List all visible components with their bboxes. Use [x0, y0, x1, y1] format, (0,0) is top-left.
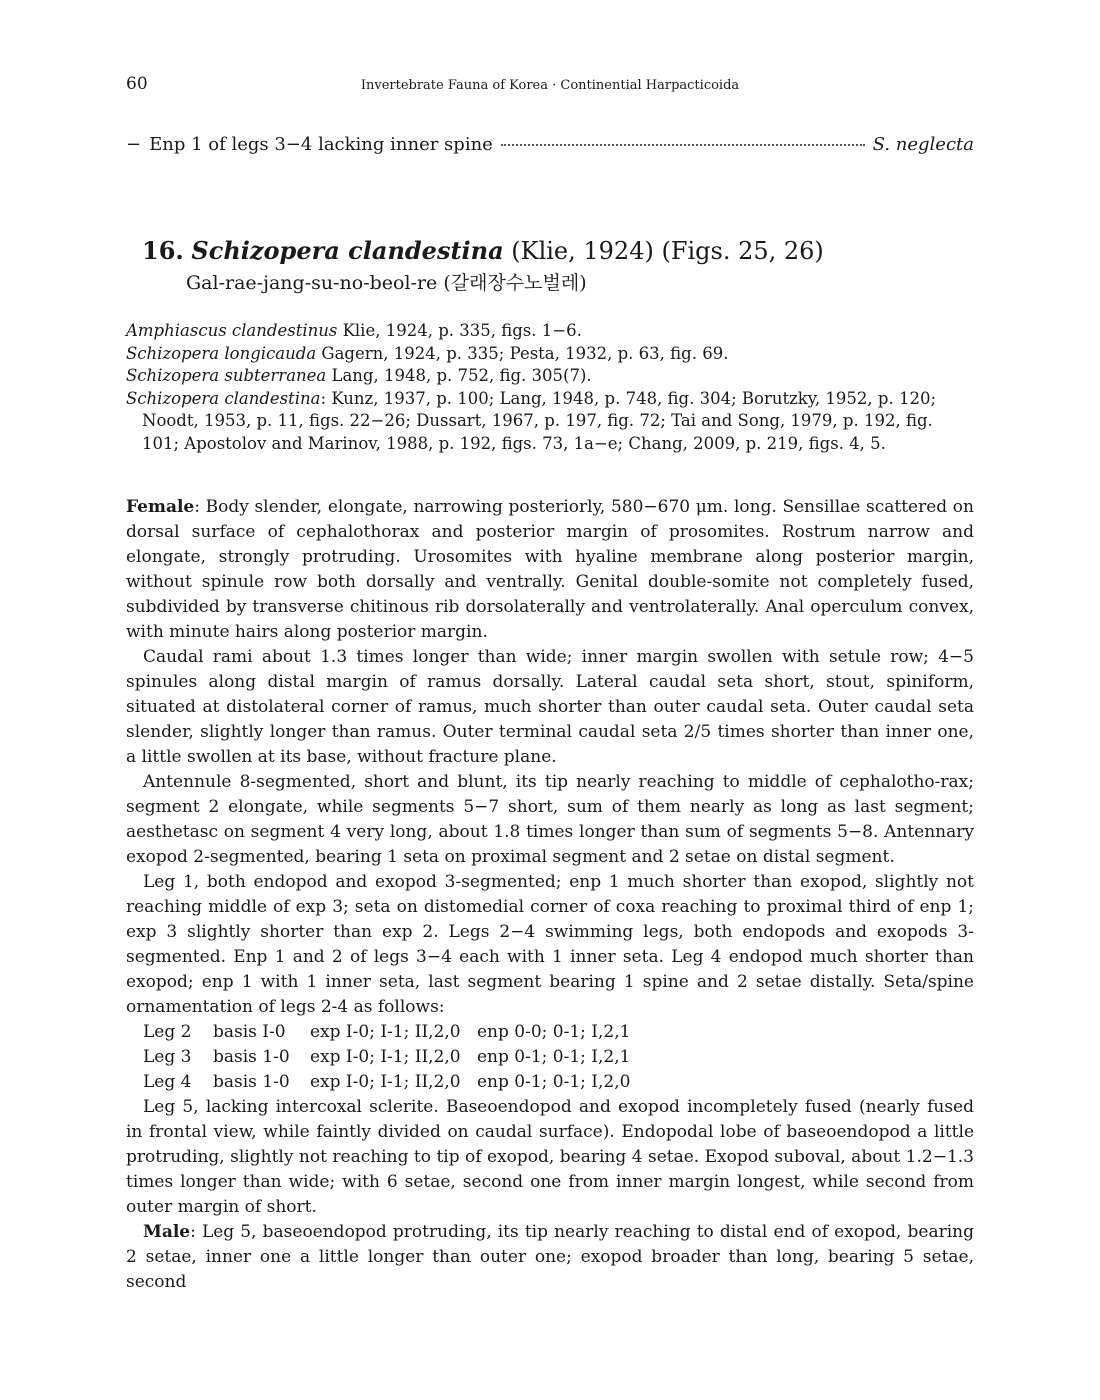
key-dash: − [126, 134, 142, 155]
synonym-name: Schizopera clandestina [126, 388, 321, 408]
dotted-leader [501, 144, 865, 146]
leg-formula-row [126, 1020, 974, 1045]
antennule-paragraph: Antennule 8-segmented, short and blunt, its tip nearly reaching to middle of cephalotho-rax; segment 2 elongate, while segments 5−7 short, sum of them nearly as long as last segment; aesthetasc on segment 4 very long, about 1.8 times longer than sum of segments 5−8. Antennary exopod 2-segmented, bearing 1 seta on proximal segment and 2 setae on distal segment. [126, 772, 974, 867]
page-number: 60 [126, 74, 148, 94]
synonym-citation: Klie, 1924, p. 335, figs. 1−6. [337, 321, 582, 340]
formula-endopod: enp 0-1; 0-1; I,2,1 [477, 1047, 631, 1067]
caudal-rami-paragraph: Caudal rami about 1.3 times longer than wide; inner margin swollen with setule row; 4−5 spinules along distal margin of ramus dorsally. Lateral caudal seta short, stout, spiniform, situated at distolateral corner of ramus, much shorter than outer caudal seta. Outer caudal seta slender, slightly longer than ramus. Outer terminal caudal seta 2/5 times shorter than inner one, a little swollen at its base, without fracture plane. [126, 647, 974, 767]
synonym-citation: : Kunz, 1937, p. 100; Lang, 1948, p. 748, fig. 304; Borutzky, 1952, p. 120; Noodt, 1953, p. 11, figs. 22−26; Dussart, 1967, p. 197, fig. 72; Tai and Song, 1979, p. 192, fig. 101; Apostolov and Marinov, 1988, p. 192, figs. 73, 1a−e; Chang, 2009, p. 219, figs. 4, 5. [142, 388, 937, 453]
formula-basis: basis 1-0 [213, 1047, 290, 1067]
female-text: : Body slender, elongate, narrowing posteriorly, 580−670 μm. long. Sensillae scattered on dorsal surface of cephalothorax and posterior margin of prosomites. Rostrum narrow and elongate, strongly protruding. Urosomites with hyaline membrane along posterior margin, without spinule row both dorsally and ventrally. Genital double-somite not completely fused, subdivided by transverse chitinous rib dorsolaterally and ventrolaterally. Anal operculum convex, with minute hairs along posterior margin. [126, 497, 974, 642]
description-body [126, 495, 974, 1295]
synonym-name: Schizopera longicauda [126, 343, 317, 363]
leg-formula-row [126, 1070, 974, 1095]
korean-common-name: Gal-rae-jang-su-no-beol-re (갈래장수노벌레) [186, 272, 587, 294]
page-header [126, 74, 974, 98]
synonym-citation: Gagern, 1924, p. 335; Pesta, 1932, p. 63, fig. 69. [316, 343, 729, 363]
synonym-entry [126, 365, 974, 388]
formula-basis: basis I-0 [213, 1022, 286, 1042]
formula-leg: Leg 2 [143, 1022, 192, 1042]
key-taxon: S. neglecta [872, 134, 974, 155]
synonym-entry [126, 320, 974, 343]
female-label: Female [126, 497, 195, 517]
leg5-paragraph: Leg 5, lacking intercoxal sclerite. Baseoendopod and exopod incompletely fused (nearly fused in frontal view, while faintly divided on caudal surface). Endopodal lobe of baseoendopod a little protruding, slightly not reaching to tip of exopod, bearing 4 setae. Exopod suboval, about 1.2−1.3 times longer than wide; with 6 setae, second one from inner margin longest, while second from outer margin of short. [126, 1097, 974, 1217]
formula-leg: Leg 4 [143, 1072, 192, 1092]
leg-formula-row [126, 1045, 974, 1070]
synonym-name: Schizopera subterranea [126, 366, 327, 385]
formula-exopod: exp I-0; I-1; II,2,0 [310, 1022, 461, 1042]
male-label: Male [143, 1222, 191, 1242]
species-author: (Klie, 1924) (Figs. 25, 26) [503, 237, 824, 265]
species-number: 16. [142, 236, 184, 265]
formula-endopod: enp 0-0; 0-1; I,2,1 [477, 1022, 631, 1042]
species-heading [142, 236, 824, 265]
leg1-paragraph: Leg 1, both endopod and exopod 3-segmented; enp 1 much shorter than exopod, slightly not reaching middle of exp 3; seta on distomedial corner of coxa reaching to proximal third of enp 1; exp 3 slightly shorter than exp 2. Legs 2−4 swimming legs, both endopods and exopods 3-segmented. Enp 1 and 2 of legs 3−4 each with 1 inner seta. Leg 4 endopod much shorter than exopod; enp 1 with 1 inner seta, last segment bearing 1 spine and 2 setae distally. Seta/spine ornamentation of legs 2-4 as follows: [126, 872, 974, 1017]
formula-endopod: enp 0-1; 0-1; I,2,0 [477, 1072, 631, 1092]
identification-key-line [126, 134, 974, 160]
formula-exopod: exp I-0; I-1; II,2,0 [310, 1072, 461, 1092]
male-description [126, 1220, 974, 1295]
synonymy-list [126, 320, 974, 455]
formula-basis: basis 1-0 [213, 1072, 290, 1092]
synonym-entry [126, 343, 974, 366]
formula-leg: Leg 3 [143, 1047, 192, 1067]
key-couplet-text: Enp 1 of legs 3−4 lacking inner spine [149, 134, 493, 155]
formula-exopod: exp I-0; I-1; II,2,0 [310, 1047, 461, 1067]
male-text: : Leg 5, baseoendopod protruding, its tip nearly reaching to distal end of exopod, bearing 2 setae, inner one a little longer than outer one; exopod broader than long, bearing 5 setae, second [126, 1222, 974, 1292]
female-description [126, 495, 974, 645]
synonym-entry [126, 388, 974, 456]
running-title: Invertebrate Fauna of Korea · Continential Harpacticoida [360, 78, 740, 93]
synonym-citation: Lang, 1948, p. 752, fig. 305(7). [326, 366, 592, 385]
species-binomial: Schizopera clandestina [191, 236, 504, 265]
synonym-name: Amphiascus clandestinus [126, 321, 338, 340]
